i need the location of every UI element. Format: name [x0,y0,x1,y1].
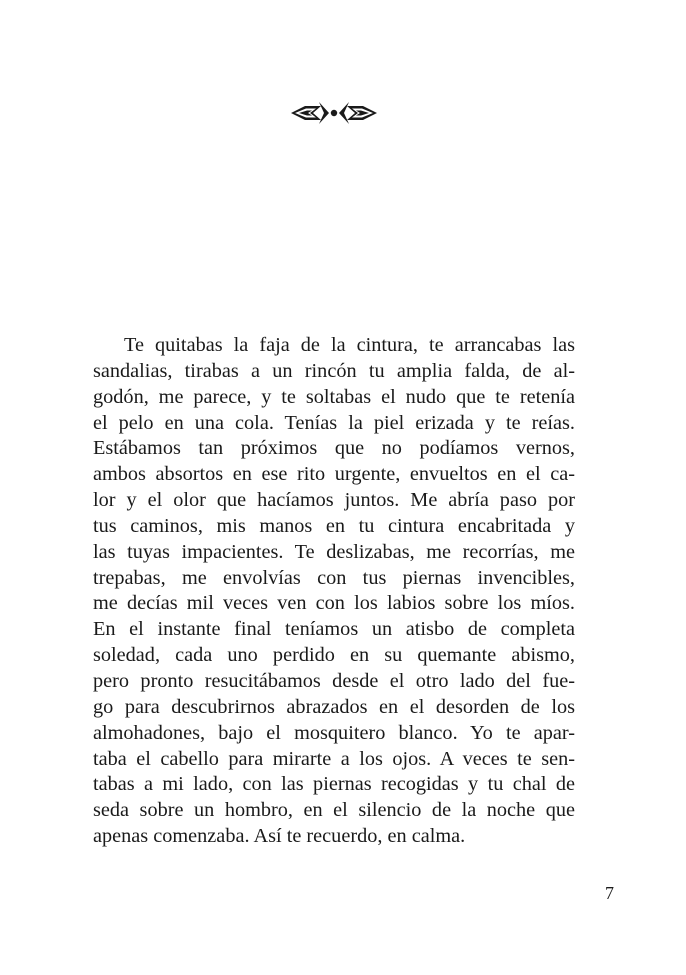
page-number: 7 [605,883,614,903]
body-paragraph [93,333,575,850]
paragraph-line: trepabas, me envolvías con tus piernas invencibles, [93,566,575,589]
paragraph-line: godón, me parece, y te soltabas el nudo que te retenía [93,385,575,408]
paragraph-line: almohadones, bajo el mosquitero blanco. Yo te apar- [93,721,575,744]
paragraph-line: tabas a mi lado, con las piernas recogidas y tu chal de [93,773,575,796]
paragraph-line: Te quitabas la faja de la cintura, te arrancabas las [124,334,575,356]
paragraph-line: el pelo en una cola. Tenías la piel erizada y te reías. [93,411,575,434]
paragraph-line: sandalias, tirabas a un rincón tu amplia falda, de al- [93,359,575,382]
paragraph-line: En el instante final teníamos un atisbo de completa [93,618,575,641]
paragraph-line: soledad, cada uno perdido en su quemante abismo, [93,644,575,667]
paragraph-line: seda sobre un hombro, en el silencio de la noche que [93,799,575,822]
paragraph-line: taba el cabello para mirarte a los ojos. A veces te sen- [93,747,575,770]
paragraph-line: Estábamos tan próximos que no podíamos vernos, [93,437,575,460]
paragraph-line: apenas comenzaba. Así te recuerdo, en calma. [93,825,466,848]
paragraph-line: pero pronto resucitábamos desde el otro lado del fue- [93,669,575,692]
paragraph-line: lor y el olor que hacíamos juntos. Me abría paso por [93,489,575,512]
paragraph-line: me decías mil veces ven con los labios sobre los míos. [93,592,575,615]
paragraph-line: ambos absortos en ese rito urgente, envueltos en el ca- [93,463,575,486]
paragraph-line: las tuyas impacientes. Te deslizabas, me recorrías, me [93,540,575,563]
paragraph-line: tus caminos, mis manos en tu cintura encabritada y [93,514,575,537]
fleuron-ornament-icon [291,100,377,126]
paragraph-line: go para descubrirnos abrazados en el desorden de los [93,695,575,718]
